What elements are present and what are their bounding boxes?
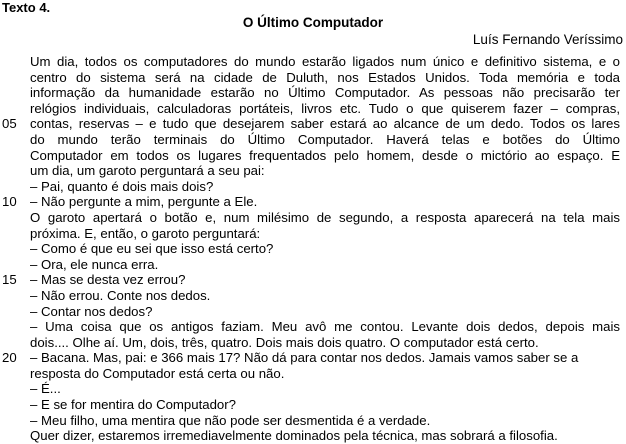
- line-text: próxima. E, então, o garoto perguntará:: [30, 225, 261, 241]
- text-line: [30, 54, 620, 70]
- text-line: [30, 257, 620, 273]
- line-text: do mundo terão terminais do Último Computador. Haverá telas e botões do Último: [30, 131, 620, 147]
- line-text: – Contar nos dedos?: [30, 303, 153, 319]
- line-text: – Uma coisa que os antigos faziam. Meu avô me contou. Levante dois dedos, depois mais: [30, 319, 620, 335]
- line-number: 05: [2, 116, 17, 132]
- line-number: 20: [2, 350, 17, 366]
- line-text: – É...: [30, 381, 61, 397]
- line-text: – Meu filho, uma mentira que não pode ser desmentida é a verdade.: [30, 412, 431, 428]
- line-text: – Não pergunte a mim, pergunte a Ele.: [30, 194, 258, 210]
- line-text: relógios individuais, calculadoras portáteis, livros etc. Tudo o que quiserem fazer – compras,: [30, 100, 620, 116]
- text-line: [30, 366, 620, 382]
- text-line: [30, 70, 620, 86]
- line-text: Computador em todos os lugares frequentados pelo homem, desde o mictório ao espaço. E: [30, 147, 620, 163]
- text-line: [2, 194, 620, 210]
- line-text: – Não errou. Conte nos dedos.: [30, 287, 211, 303]
- line-text: informação da humanidade estarão no Último Computador. As pessoas não precisarão ter: [30, 85, 620, 101]
- text-line: [30, 319, 620, 335]
- line-text: contas, reservas – e tudo que desejarem saber estará ao alcance de um dedo. Todos os lares: [30, 116, 620, 132]
- line-text: – Como é que eu sei que isso está certo?: [30, 241, 274, 257]
- line-text: – Bacana. Mas, pai: e 366 mais 17? Não dá para contar nos dedos. Jamais vamos saber se a: [30, 350, 579, 366]
- text-line: [30, 335, 620, 351]
- text-line: [30, 148, 620, 164]
- text-line: [2, 272, 620, 288]
- line-text: – Ora, ele nunca erra.: [30, 256, 159, 272]
- text-line: [30, 241, 620, 257]
- text-line: [30, 304, 620, 320]
- line-text: dois.... Olhe aí. Um, dois, três, quatro. Dois mais dois quatro. O computador está certo.: [30, 334, 539, 350]
- text-line: [30, 163, 620, 179]
- document-title: O Último Computador: [242, 15, 384, 30]
- text-line: [30, 381, 620, 397]
- line-text: centro do sistema será na cidade de Duluth, nos Estados Unidos. Toda memória e toda: [30, 69, 620, 85]
- text-line: [2, 116, 620, 132]
- text-line: [30, 101, 620, 117]
- line-text: resposta do Computador está certa ou não.: [30, 365, 285, 381]
- line-text: um dia, um garoto perguntará a seu pai:: [30, 163, 265, 179]
- text-line: [30, 85, 620, 101]
- text-line: [30, 132, 620, 148]
- line-text: O garoto apertará o botão e, num milésimo de segundo, a resposta aparecerá na tela mais: [30, 209, 620, 225]
- document-body: [2, 54, 620, 444]
- line-number: 10: [2, 194, 17, 210]
- line-text: – Mas se desta vez errou?: [30, 272, 186, 288]
- text-line: [30, 210, 620, 226]
- line-text: – E se for mentira do Computador?: [30, 397, 236, 413]
- text-line: [30, 226, 620, 242]
- author-name: Luís Fernando Veríssimo: [472, 32, 623, 47]
- line-text: – Pai, quanto é dois mais dois?: [30, 178, 214, 194]
- text-line: [30, 288, 620, 304]
- text-line: [30, 179, 620, 195]
- text-line: [30, 413, 620, 429]
- line-text: Um dia, todos os computadores do mundo estarão ligados num único e definitivo sistema, e o: [30, 54, 620, 69]
- line-text: Quer dizer, estaremos irremediavelmente dominados pela técnica, mas sobrará a filosofia.: [30, 428, 558, 444]
- text-line: [30, 428, 620, 444]
- text-label: Texto 4.: [2, 0, 51, 15]
- line-number: 15: [2, 272, 17, 288]
- text-line: [2, 350, 620, 366]
- text-line: [30, 397, 620, 413]
